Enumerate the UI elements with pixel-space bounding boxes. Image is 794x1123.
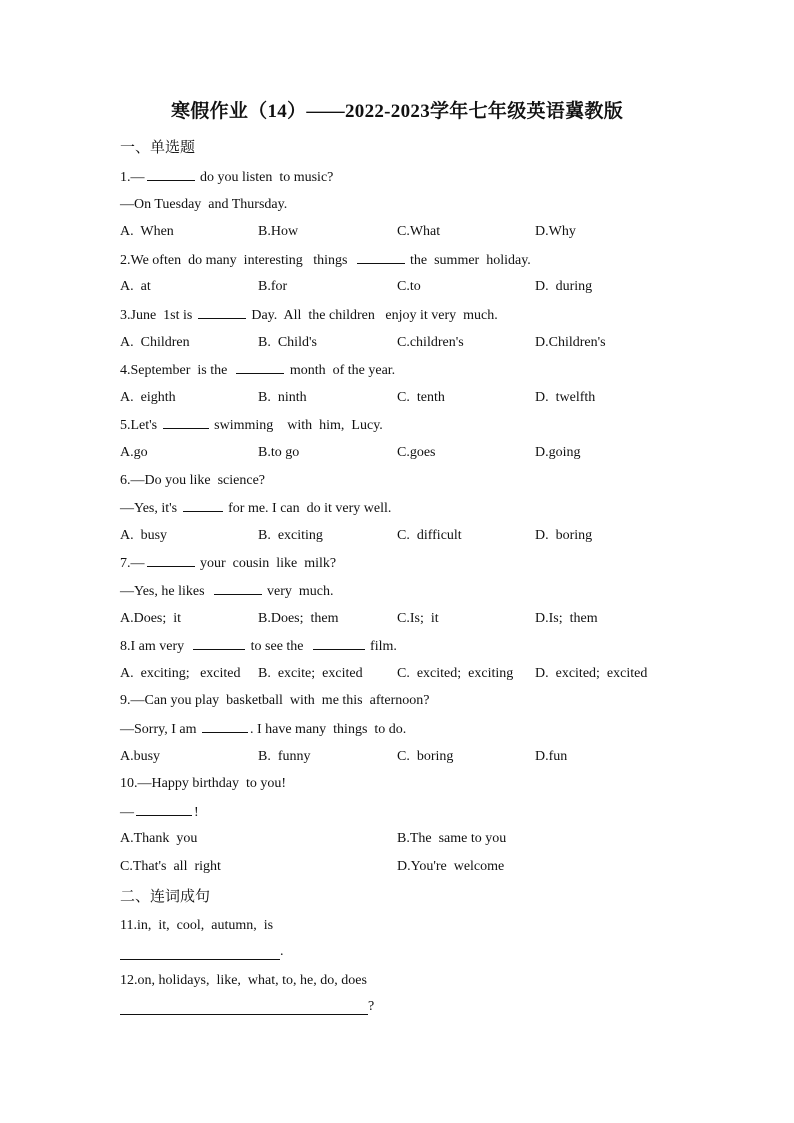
q7-text-post: your cousin like milk? — [196, 556, 337, 571]
q10-text-pre: — — [120, 805, 134, 820]
q3-blank — [198, 306, 246, 319]
q4-option-a: A. eighth — [120, 390, 176, 405]
q1-reply: —On Tuesday and Thursday. — [120, 197, 288, 212]
q10-blank — [136, 803, 192, 816]
q3-text-post: Day. All the children enjoy it very much. — [247, 308, 498, 323]
q3-text-pre: 3.June 1st is — [120, 308, 196, 323]
q9-reply — [120, 720, 406, 739]
q5-text-post: swimming with him, Lucy. — [210, 418, 383, 433]
q6-blank — [183, 499, 223, 512]
q7-option-b: B.Does; them — [258, 611, 339, 626]
q6-text-pre: —Yes, it's — [120, 501, 181, 516]
q10-option-d: D.You're welcome — [397, 859, 505, 874]
q1-option-a: A. When — [120, 224, 174, 239]
q8-blank-1 — [193, 637, 245, 650]
question-8 — [120, 637, 397, 656]
q8-option-d: D. excited; excited — [535, 666, 648, 681]
q7-reply-post: very much. — [263, 584, 334, 599]
page-title: 寒假作业（14）——2022-2023学年七年级英语冀教版 — [170, 101, 624, 122]
q7-option-d: D.Is; them — [535, 611, 598, 626]
q4-option-b: B. ninth — [258, 390, 307, 405]
q8-text-pre: 8.I am very — [120, 639, 192, 654]
q3-option-b: B. Child's — [258, 335, 317, 350]
q2-option-a: A. at — [120, 279, 151, 294]
q4-option-c: C. tenth — [397, 390, 445, 405]
q1-text-post: do you listen to music? — [196, 170, 334, 185]
q8-option-b: B. excite; excited — [258, 666, 363, 681]
q1-option-b: B.How — [258, 224, 299, 239]
q9-text-pre: —Sorry, I am — [120, 722, 200, 737]
question-12: 12.on, holidays, like, what, to, he, do, does — [120, 973, 367, 988]
q6-option-b: B. exciting — [258, 528, 323, 543]
section-heading-single-choice: 一、单选题 — [120, 138, 196, 156]
q7-blank-1 — [147, 554, 195, 567]
q10-option-b: B.The same to you — [397, 831, 507, 846]
q1-blank — [147, 168, 195, 181]
q8-text-post: film. — [366, 639, 397, 654]
question-11: 11.in, it, cool, autumn, is — [120, 918, 274, 933]
q2-blank — [357, 251, 405, 264]
q4-option-d: D. twelfth — [535, 390, 596, 405]
question-5 — [120, 416, 383, 435]
q5-option-d: D.going — [535, 445, 581, 460]
q3-option-d: D.Children's — [535, 335, 606, 350]
q6-option-d: D. boring — [535, 528, 593, 543]
section-heading-sentence-building: 二、连词成句 — [120, 887, 211, 905]
q2-option-b: B.for — [258, 279, 288, 294]
q10-reply — [120, 803, 199, 822]
q5-blank — [163, 416, 209, 429]
q5-option-c: C.goes — [397, 445, 436, 460]
q10-text-post: ! — [194, 805, 199, 820]
question-1 — [120, 168, 333, 187]
q11-answer-period: . — [280, 944, 284, 959]
q6-text-post: for me. I can do it very well. — [224, 501, 392, 516]
question-7 — [120, 554, 336, 573]
q6-option-c: C. difficult — [397, 528, 462, 543]
q8-text-mid: to see the — [247, 639, 311, 654]
q7-blank-2 — [214, 582, 262, 595]
q8-option-a: A. exciting; excited — [120, 666, 241, 681]
q10-option-a: A.Thank you — [120, 831, 198, 846]
question-10: 10.—Happy birthday to you! — [120, 776, 287, 791]
q10-option-c: C.That's all right — [120, 859, 221, 874]
q5-option-a: A.go — [120, 445, 148, 460]
q7-option-c: C.Is; it — [397, 611, 439, 626]
q9-option-d: D.fun — [535, 749, 568, 764]
question-3 — [120, 306, 498, 325]
q2-text-post: the summer holiday. — [406, 253, 531, 268]
q3-option-c: C.children's — [397, 335, 464, 350]
q6-reply — [120, 499, 391, 518]
question-6: 6.—Do you like science? — [120, 473, 266, 488]
q9-blank — [202, 720, 248, 733]
q4-text-post: month of the year. — [286, 363, 396, 378]
q2-text-pre: 2.We often do many interesting things — [120, 253, 355, 268]
q5-option-b: B.to go — [258, 445, 300, 460]
q8-option-c: C. excited; exciting — [397, 666, 514, 681]
q7-reply — [120, 582, 334, 601]
q12-answer-line — [120, 1000, 368, 1015]
question-2 — [120, 251, 531, 270]
q1-option-d: D.Why — [535, 224, 576, 239]
q12-answer-question-mark: ? — [368, 999, 375, 1014]
q7-option-a: A.Does; it — [120, 611, 182, 626]
q6-option-a: A. busy — [120, 528, 168, 543]
question-4 — [120, 361, 395, 380]
q7-text-pre: 7.— — [120, 556, 145, 571]
question-9: 9.—Can you play basketball with me this afternoon? — [120, 693, 430, 708]
q1-option-c: C.What — [397, 224, 441, 239]
q8-blank-2 — [313, 637, 365, 650]
q11-answer-line — [120, 945, 280, 960]
q7-reply-pre: —Yes, he likes — [120, 584, 212, 599]
q9-text-post: . I have many things to do. — [249, 722, 407, 737]
q9-option-c: C. boring — [397, 749, 454, 764]
q3-option-a: A. Children — [120, 335, 190, 350]
q1-text-pre: 1.— — [120, 170, 145, 185]
q2-option-c: C.to — [397, 279, 421, 294]
q4-text-pre: 4.September is the — [120, 363, 235, 378]
q5-text-pre: 5.Let's — [120, 418, 161, 433]
q9-option-a: A.busy — [120, 749, 161, 764]
q9-option-b: B. funny — [258, 749, 311, 764]
q4-blank — [236, 361, 284, 374]
q2-option-d: D. during — [535, 279, 593, 294]
